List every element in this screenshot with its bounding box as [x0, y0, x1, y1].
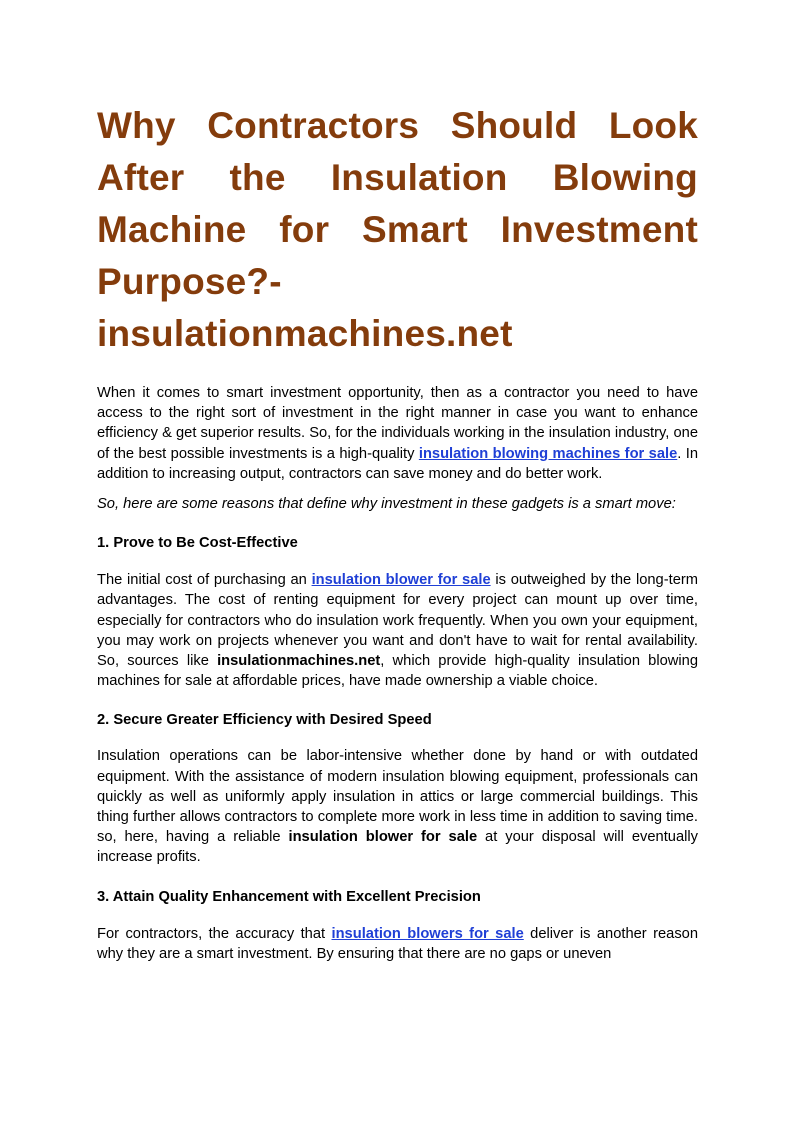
section-3-paragraph: [97, 924, 698, 964]
section-3-text-start: For contractors, the accuracy that: [97, 925, 332, 942]
section-2-bold-term: insulation blower for sale: [288, 829, 478, 846]
section-1-text-end: , which provide high-quality insulation blowing machines for sale at affordable prices, have made ownership a viable choice.: [97, 653, 698, 690]
page-title: Why Contractors Should Look After the Insulation Blowing Machine for Smart Investment Purpose?- insulationmachines.net: [97, 105, 698, 354]
section-1-text-start: The initial cost of purchasing an: [97, 572, 312, 589]
insulation-blowers-link[interactable]: insulation blowers for sale: [331, 925, 524, 942]
section-1-paragraph: [97, 570, 698, 691]
intro-text-end: . In addition to increasing output, contractors can save money and do better work.: [97, 445, 699, 482]
section-2-text-start: Insulation operations can be labor-intensive whether done by hand or with outdated equipment. With the assistance of modern insulation blowing equipment, professionals can quickly as well as uniformly apply insulation in attics or large commercial buildings. This thing further allows contractors to complete more work in less time in addition to saving time. so, here, having a reliable: [97, 748, 698, 846]
insulation-blower-link[interactable]: insulation blower for sale: [311, 572, 491, 589]
section-1-bold-site: insulationmachines.net: [217, 653, 381, 670]
section-3-text-end: deliver is another reason why they are a smart investment. By ensuring that there are no gaps or uneven: [97, 925, 699, 962]
section-1-heading: 1. Prove to Be Cost-Effective: [97, 535, 298, 552]
insulation-blowing-machines-link[interactable]: insulation blowing machines for sale: [418, 445, 678, 462]
intro-paragraph: [97, 383, 698, 484]
section-1-text-middle: is outweighed by the long-term advantages. The cost of renting equipment for every project can mount up over time, especially for contractors who do insulation work frequently. When you own your equipment, you may work on projects whenever you want and don't have to wait for rental availability. So, sources like: [97, 572, 698, 670]
section-2-heading: 2. Secure Greater Efficiency with Desired Speed: [97, 712, 432, 729]
document-page: [97, 100, 698, 964]
section-2-text-end: at your disposal will eventually increase profits.: [97, 829, 698, 866]
section-2-paragraph: [97, 746, 698, 867]
reasons-intro: So, here are some reasons that define why investment in these gadgets is a smart move:: [97, 496, 676, 513]
intro-text-start: When it comes to smart investment opportunity, then as a contractor you need to have access to the right sort of investment in the right manner in case you want to enhance efficiency & get superior results. So, for the individuals working in the insulation industry, one of the best possible investments is a high-quality: [97, 385, 698, 462]
section-3-heading: 3. Attain Quality Enhancement with Excellent Precision: [97, 888, 481, 905]
